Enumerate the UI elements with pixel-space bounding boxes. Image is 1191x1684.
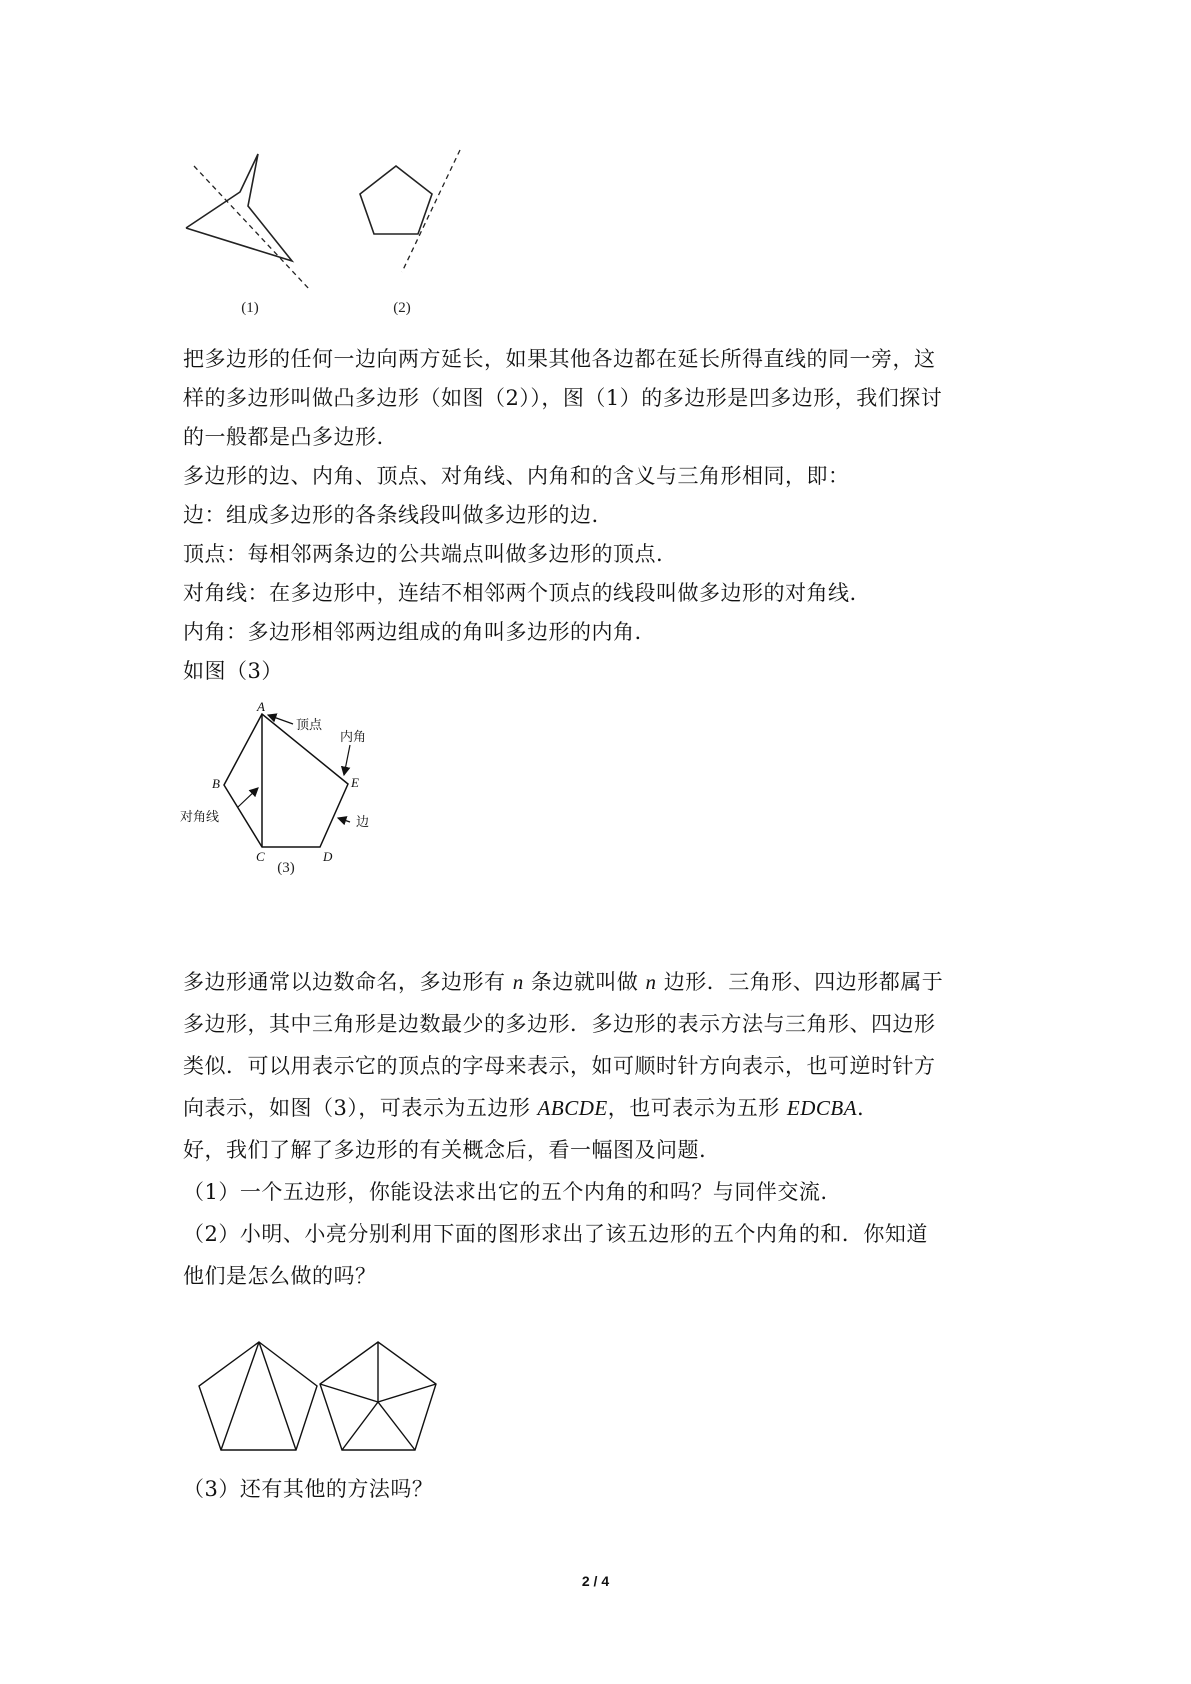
letter-a: A	[257, 699, 265, 714]
label-side: 边	[356, 815, 370, 830]
pentagon-center-triangulation	[320, 1342, 436, 1450]
question-3: （3）还有其他的方法吗？	[183, 1477, 434, 1501]
paragraph2-line2: 多边形，其中三角形是边数最少的多边形．多边形的表示方法与三角形、四边形	[183, 1012, 936, 1036]
paragraph1-line1: 把多边形的任何一边向两方延长，如果其他各边都在延长所得直线的同一旁，这	[183, 347, 936, 371]
definition-diagonal: 对角线：在多边形中，连结不相邻两个顶点的线段叫做多边形的对角线.	[183, 581, 857, 605]
figure3-caption: (3)	[277, 860, 295, 875]
paragraph2-line4-part-a: 向表示，如图（3），可表示为五边形	[183, 1096, 538, 1120]
question-2-line1: （2）小明、小亮分别利用下面的图形求出了该五边形的五个内角的和．你知道	[183, 1222, 928, 1246]
paragraph2-line1-part-b: 条边就叫做	[523, 970, 646, 994]
variable-n: n	[645, 970, 657, 994]
arrow-interior-angle	[344, 745, 350, 775]
see-figure3: 如图（3）	[183, 659, 283, 683]
paragraph2-line1	[183, 968, 943, 996]
figure1-caption: (1)	[241, 300, 259, 316]
figure-concave-convex	[170, 140, 490, 320]
paragraph1-line2: 样的多边形叫做凸多边形（如图（2）），图（1）的多边形是凹多边形，我们探讨	[183, 386, 943, 410]
paragraph2-line1-part-c: 边形．三角形、四边形都属于	[656, 970, 944, 994]
definitions-intro: 多边形的边、内角、顶点、对角线、内角和的含义与三角形相同，即：	[183, 464, 850, 488]
questions-intro: 好，我们了解了多边形的有关概念后，看一幅图及问题.	[183, 1138, 707, 1162]
definition-vertex: 顶点：每相邻两条边的公共端点叫做多边形的顶点.	[183, 542, 664, 566]
paragraph2-line4-part-b: ，也可表示为五形	[607, 1096, 787, 1120]
concave-polygon	[186, 154, 292, 261]
label-vertex: 顶点	[296, 718, 323, 733]
arrow-diagonal	[238, 788, 258, 807]
polygon-name-edcba: EDCBA	[786, 1096, 858, 1120]
pentagon-abcde	[224, 714, 348, 847]
paragraph2-line4-part-c: .	[857, 1096, 865, 1120]
letter-c: C	[256, 849, 265, 864]
letter-b: B	[212, 776, 220, 791]
figure3-labelled-pentagon	[178, 695, 398, 875]
letter-d: D	[323, 849, 333, 864]
question-1: （1）一个五边形，你能设法求出它的五个内角的和吗？与同伴交流.	[183, 1180, 828, 1204]
convex-extension-line	[402, 150, 460, 272]
paragraph2-line1-part-a: 多边形通常以边数命名，多边形有	[183, 970, 513, 994]
label-diagonal: 对角线	[180, 810, 220, 825]
paragraph2-line3: 类似．可以用表示它的顶点的字母来表示，如可顺时针方向表示，也可逆时针方	[183, 1054, 936, 1078]
paragraph2-line4	[183, 1094, 864, 1122]
convex-pentagon	[360, 166, 432, 234]
figure-pentagon-decompositions	[195, 1338, 455, 1458]
arrow-side	[338, 818, 350, 822]
pentagon-fan-triangulation	[199, 1342, 317, 1450]
variable-n: n	[512, 970, 524, 994]
paragraph1-line3: 的一般都是凸多边形.	[183, 425, 384, 449]
definition-interior-angle: 内角：多边形相邻两边组成的角叫多边形的内角.	[183, 620, 642, 644]
label-interior-angle: 内角	[340, 730, 367, 745]
figure2-caption: (2)	[393, 300, 411, 316]
definition-side: 边：组成多边形的各条线段叫做多边形的边.	[183, 503, 599, 527]
letter-e: E	[351, 775, 359, 790]
question-2-line2: 他们是怎么做的吗？	[183, 1264, 377, 1288]
page-number: 2 / 4	[581, 1573, 610, 1589]
polygon-name-abcde: ABCDE	[537, 1096, 608, 1120]
